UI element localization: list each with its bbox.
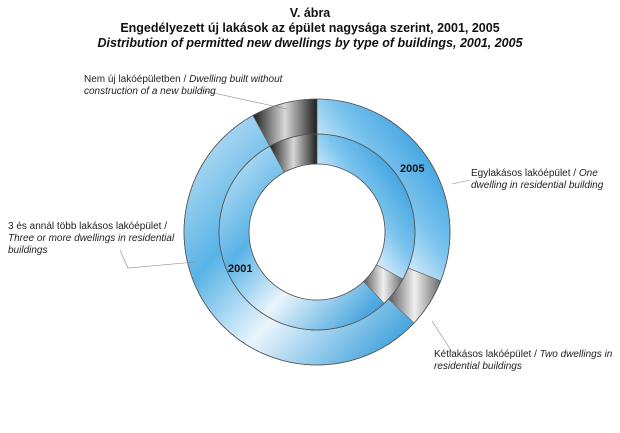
legend-label-harom-vagy-tobb: 3 és annál több lakásos lakóépület / Three or more dwellings in residential buildings — [8, 221, 175, 256]
leader-line-egylakasos — [452, 180, 470, 184]
center-hole — [249, 164, 385, 300]
chart-title: V. ábra — [289, 6, 331, 20]
legend-label-nem-uj: Nem új lakóépületben / Dwelling built without construction of a new building — [84, 74, 283, 97]
ring-label-2001: 2001 — [228, 263, 253, 275]
chart-subtitle-en: Distribution of permitted new dwellings by type of buildings, 2001, 2005 — [97, 36, 523, 50]
leader-line-ketlakasos — [432, 321, 452, 352]
ring-label-2005: 2005 — [400, 163, 425, 175]
legend-label-egylakasos: Egylakásos lakóépület / One dwelling in residential building — [471, 168, 604, 191]
chart-subtitle: Engedélyezett új lakások az épület nagysága szerint, 2001, 2005 — [120, 21, 500, 35]
legend-label-ketlakasos: Kétlakásos lakóépület / Two dwellings in residential buildings — [434, 349, 613, 372]
